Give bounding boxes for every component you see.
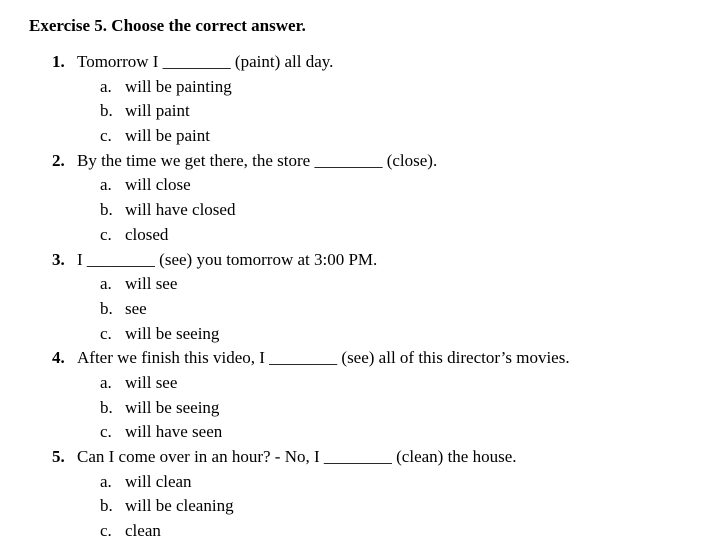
option-letter: b.	[100, 200, 113, 220]
question-1	[0, 50, 723, 149]
question-number: 2.	[52, 150, 65, 170]
option-text: will be cleaning	[125, 496, 234, 516]
option-letter: c.	[100, 323, 112, 343]
option-a[interactable]	[0, 470, 723, 495]
question-number: 1.	[52, 52, 65, 71]
option-letter: a.	[100, 471, 112, 491]
question-stem	[0, 149, 723, 174]
option-b[interactable]	[0, 198, 723, 223]
option-letter: c.	[100, 521, 112, 541]
option-text: will be seeing	[125, 323, 220, 343]
question-number: 3.	[52, 249, 65, 269]
question-stem	[0, 248, 723, 273]
question-number: 4.	[52, 348, 65, 368]
question-stem	[0, 346, 723, 371]
question-2	[0, 149, 723, 248]
option-letter: a.	[100, 274, 112, 294]
option-letter: b.	[100, 298, 113, 318]
option-letter: c.	[100, 422, 112, 442]
option-b[interactable]	[0, 494, 723, 519]
option-a[interactable]	[0, 173, 723, 198]
question-list	[0, 50, 723, 544]
option-text: see	[125, 298, 147, 318]
option-c[interactable]	[0, 223, 723, 248]
option-text: will have closed	[125, 200, 236, 220]
option-b[interactable]	[0, 99, 723, 124]
option-c[interactable]	[0, 420, 723, 445]
question-number: 5.	[52, 447, 65, 466]
question-stem	[0, 445, 723, 470]
option-a[interactable]	[0, 272, 723, 297]
option-letter: c.	[100, 224, 112, 244]
question-stem	[0, 50, 723, 75]
question-text: Can I come over in an hour? - No, I ________ (clean) the house.	[77, 447, 517, 466]
option-letter: a.	[100, 372, 112, 392]
option-letter: a.	[100, 175, 112, 195]
question-5	[0, 445, 723, 544]
option-text: will clean	[125, 471, 192, 491]
question-4	[0, 346, 723, 445]
option-letter: c.	[100, 126, 112, 146]
option-c[interactable]	[0, 322, 723, 347]
option-c[interactable]	[0, 519, 723, 544]
option-text: will have seen	[125, 422, 223, 442]
option-text: will be seeing	[125, 397, 220, 417]
option-letter: b.	[100, 101, 113, 121]
option-b[interactable]	[0, 297, 723, 322]
option-text: will close	[125, 175, 191, 195]
option-text: will paint	[125, 101, 190, 121]
question-text: Tomorrow I ________ (paint) all day.	[77, 52, 334, 71]
option-a[interactable]	[0, 75, 723, 100]
option-text: clean	[125, 521, 161, 541]
option-letter: a.	[100, 76, 112, 96]
option-text: will see	[125, 274, 178, 294]
question-text: After we finish this video, I ________ (see) all of this director’s movies.	[77, 348, 570, 368]
option-text: will be painting	[125, 76, 232, 96]
question-text: I ________ (see) you tomorrow at 3:00 PM.	[77, 249, 378, 269]
exercise-title: Exercise 5. Choose the correct answer.	[29, 16, 306, 35]
option-a[interactable]	[0, 371, 723, 396]
option-text: will be paint	[125, 126, 210, 146]
option-c[interactable]	[0, 124, 723, 149]
option-letter: b.	[100, 397, 113, 417]
option-text: will see	[125, 372, 178, 392]
option-b[interactable]	[0, 396, 723, 421]
question-3	[0, 248, 723, 347]
option-letter: b.	[100, 496, 113, 516]
question-text: By the time we get there, the store ________ (close).	[77, 150, 438, 170]
option-text: closed	[125, 224, 169, 244]
